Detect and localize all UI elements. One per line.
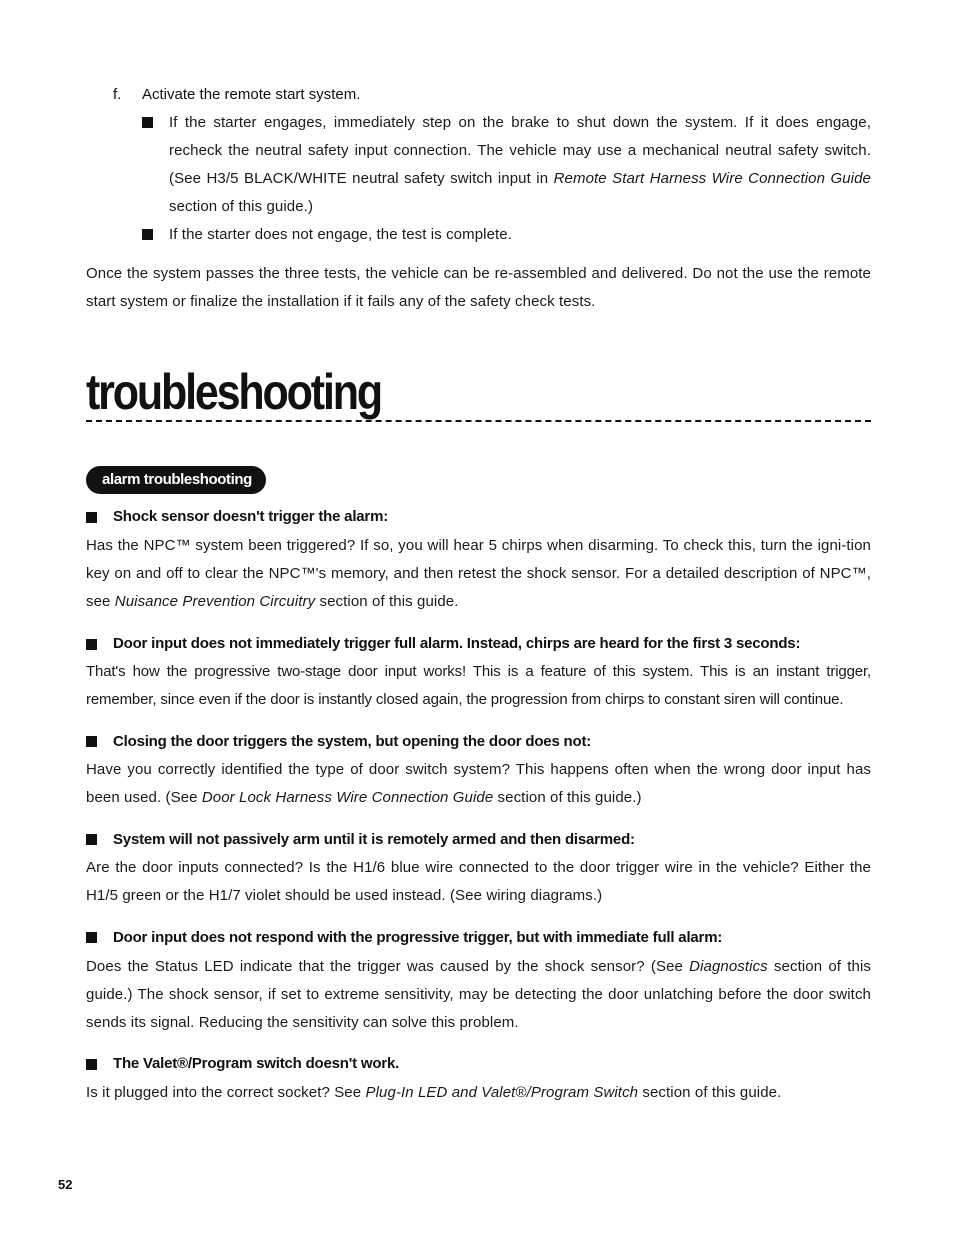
item-body: Has the NPC™ system been triggered? If so, you will hear 5 chirps when disarming. To check this, turn the igni-tion key on and off to clear the NPC™'s memory, and then retest the shock sensor. For a detailed description of NPC™, see Nuisance Prevention Circuitry section of this guide. [86, 537, 871, 610]
item-body: Is it plugged into the correct socket? See Plug-In LED and Valet®/Program Switch section of this guide. [86, 1084, 782, 1101]
bullet-square-icon [86, 512, 97, 523]
step-bullet-2: If the starter does not engage, the test is complete. [169, 226, 512, 243]
item-heading: Door input does not immediately trigger full alarm. Instead, chirps are heard for the first 3 seconds: [113, 635, 801, 652]
item-body: That's how the progressive two-stage door input works! This is a feature of this system. This is an instant trigger, remember, since even if the door is instantly closed again, the progression from chirps to constant siren will continue. [86, 663, 871, 708]
item-body: Are the door inputs connected? Is the H1/6 blue wire connected to the door trigger wire in the vehicle? Either the H1/5 green or the H1/7 violet should be used instead. (See wiring diagrams.) [86, 859, 871, 904]
bullet-square-icon [86, 932, 97, 943]
item-heading: The Valet®/Program switch doesn't work. [113, 1055, 400, 1072]
step-text: Activate the remote start system. [142, 86, 361, 103]
bullet-square-icon [142, 117, 153, 128]
item-heading: Shock sensor doesn't trigger the alarm: [113, 508, 389, 525]
item-body: Have you correctly identified the type of door switch system? This happens often when the wrong door input has been used. (See Door Lock Harness Wire Connection Guide section of this guide.) [86, 761, 871, 806]
section-title: troubleshooting [86, 364, 381, 420]
bullet-square-icon [86, 639, 97, 650]
intro-paragraph: Once the system passes the three tests, the vehicle can be re-assembled and delivered. Do not the use the remote start system or finalize the installation if it fails any of the safety check tests. [86, 265, 871, 310]
subsection-pill: alarm troubleshooting [86, 466, 266, 494]
bullet-square-icon [86, 736, 97, 747]
step-bullet-1: If the starter engages, immediately step on the brake to shut down the system. If it does engage, recheck the neutral safety input connection. The vehicle may use a mechanical neutral safety switch. (See H3/5 BLACK/WHITE neutral safety switch input in Remote Start Harness Wire Connection Guide section of this guide.) [169, 114, 872, 215]
item-heading: Door input does not respond with the progressive trigger, but with immediate full alarm: [113, 929, 723, 946]
bullet-square-icon [86, 1059, 97, 1070]
step-label: f. [113, 86, 122, 103]
item-body: Does the Status LED indicate that the trigger was caused by the shock sensor? (See Diagnostics section of this guide.) The shock sensor, if set to extreme sensitivity, may be detecting the door unlatching before the door switch sends its signal. Reducing the sensitivity can solve this problem. [86, 958, 871, 1031]
bullet-square-icon [86, 834, 97, 845]
page-number: 52 [58, 1177, 73, 1192]
item-heading: System will not passively arm until it is remotely armed and then disarmed: [113, 831, 635, 848]
title-dashed-rule [86, 420, 871, 422]
item-heading: Closing the door triggers the system, but opening the door does not: [113, 733, 592, 750]
bullet-square-icon [142, 229, 153, 240]
